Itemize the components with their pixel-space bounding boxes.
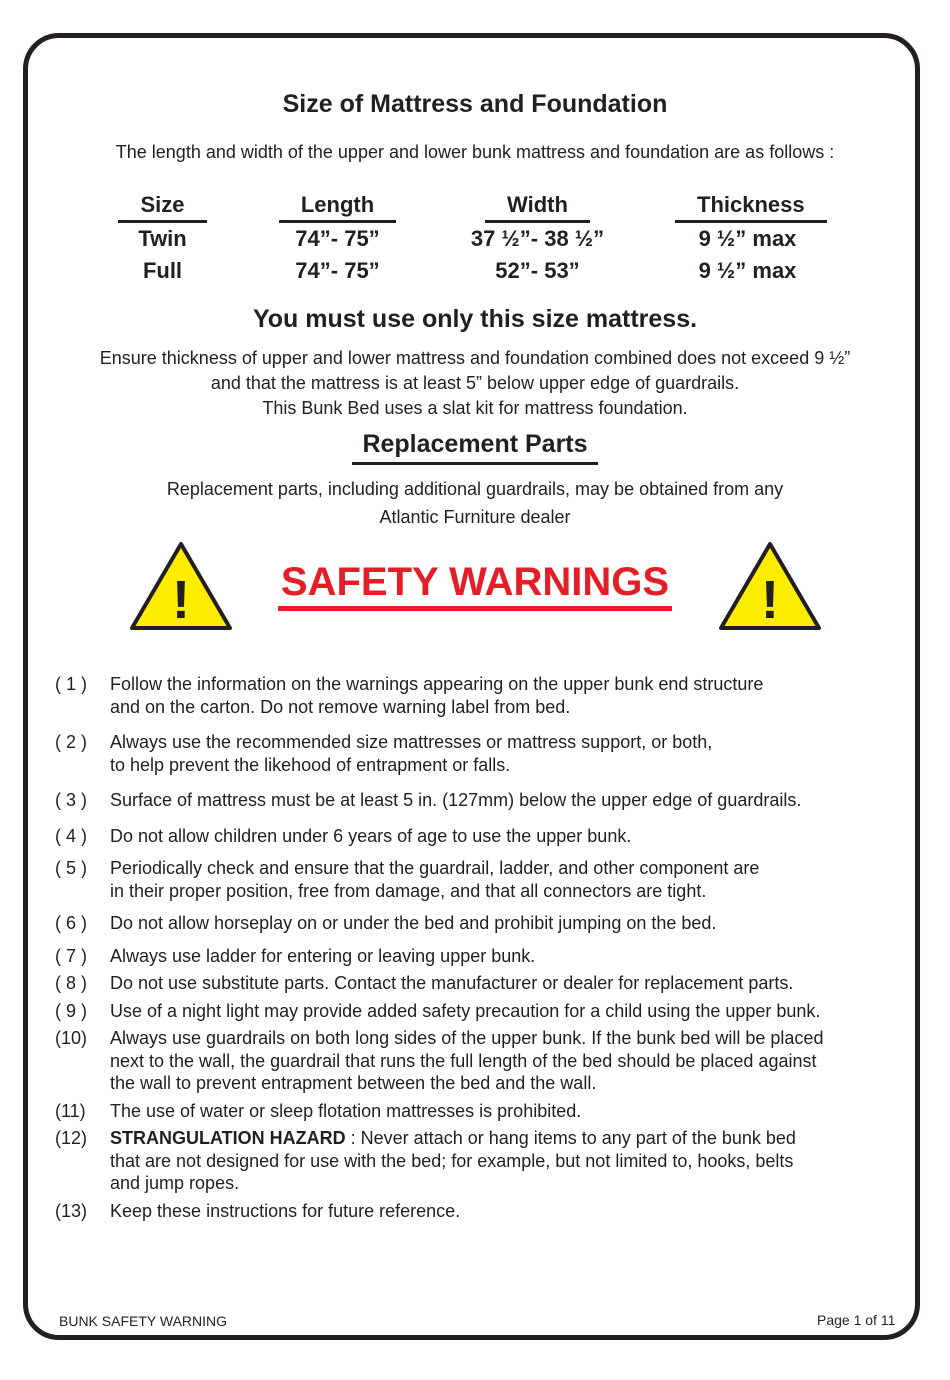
replacement-text xyxy=(0,475,950,531)
warning-text xyxy=(110,789,925,812)
width-column xyxy=(450,192,625,287)
warning-item xyxy=(55,825,925,848)
warning-item xyxy=(55,1000,925,1023)
warning-text xyxy=(110,1200,925,1223)
warning-triangle-icon xyxy=(717,540,823,632)
length-cell: 74”- 75” xyxy=(295,258,380,283)
thickness-cell: 9 ½” max xyxy=(698,258,797,283)
width-cell: 37 ½”- 38 ½” xyxy=(470,226,605,251)
page-title: Size of Mattress and Foundation xyxy=(282,90,668,118)
warning-number: ( 9 ) xyxy=(55,1000,88,1021)
length-column xyxy=(275,192,400,287)
intro-text: The length and width of the upper and lower bunk mattress and foundation are as follows : xyxy=(115,142,835,162)
warning-line: Use of a night light may provide added safety precaution for a child using the upper bunk. xyxy=(110,1000,821,1021)
warning-text xyxy=(110,731,925,776)
replacement-line: Atlantic Furniture dealer xyxy=(379,507,571,527)
warning-line: Do not allow horseplay on or under the bed and prohibit jumping on the bed. xyxy=(110,913,717,933)
warning-line: and on the carton. Do not remove warning label from bed. xyxy=(110,696,571,717)
note-line: This Bunk Bed uses a slat kit for mattress foundation. xyxy=(262,398,688,418)
warning-line: Do not use substitute parts. Contact the manufacturer or dealer for replacement parts. xyxy=(110,973,794,993)
warning-number: ( 6 ) xyxy=(55,913,88,933)
replacement-heading-wrap xyxy=(0,430,950,465)
warning-text xyxy=(110,912,925,935)
warnings-list xyxy=(55,673,925,1222)
warning-item xyxy=(55,673,925,718)
warning-line: The use of water or sleep flotation mattresses is prohibited. xyxy=(110,1100,582,1121)
warning-item xyxy=(55,1100,925,1123)
warning-line: Always use the recommended size mattresses or mattress support, or both, xyxy=(110,732,713,752)
footer-doc-title: BUNK SAFETY WARNING xyxy=(59,1313,228,1329)
warning-item xyxy=(55,1200,925,1223)
size-header: Size xyxy=(118,192,206,223)
warning-line: Periodically check and ensure that the guardrail, ladder, and other component are xyxy=(110,858,760,878)
note-line: Ensure thickness of upper and lower mattress and foundation combined does not exceed 9 ½” xyxy=(99,348,851,368)
warning-number: ( 8 ) xyxy=(55,973,88,993)
warning-number: (10) xyxy=(55,1028,88,1048)
warning-text xyxy=(110,857,925,902)
warning-line xyxy=(110,1127,925,1150)
warning-number: (11) xyxy=(55,1100,86,1121)
thickness-header: Thickness xyxy=(675,192,827,223)
warning-number: ( 7 ) xyxy=(55,945,88,966)
thickness-cell: 9 ½” max xyxy=(698,226,797,251)
warning-line: Do not allow children under 6 years of age to use the upper bunk. xyxy=(110,825,632,846)
warning-line: next to the wall, the guardrail that runs the full length of the bed should be placed against xyxy=(110,1050,817,1071)
warning-number: (13) xyxy=(55,1200,88,1221)
warning-line: Follow the information on the warnings appearing on the upper bunk end structure xyxy=(110,674,764,694)
warning-line: Always use ladder for entering or leaving upper bunk. xyxy=(110,945,536,966)
warning-item xyxy=(55,1127,925,1195)
warning-line: Keep these instructions for future reference. xyxy=(110,1200,461,1221)
note-line: and that the mattress is at least 5” below upper edge of guardrails. xyxy=(210,373,740,393)
warning-item xyxy=(55,857,925,902)
warning-text xyxy=(110,825,925,848)
thickness-column xyxy=(675,192,820,287)
warning-text xyxy=(110,673,925,718)
warning-text xyxy=(110,945,925,968)
warning-line: to help prevent the likehood of entrapment or falls. xyxy=(110,754,511,775)
length-header: Length xyxy=(279,192,396,223)
warning-item xyxy=(55,731,925,776)
replacement-heading: Replacement Parts xyxy=(352,430,597,465)
warning-number: ( 4 ) xyxy=(55,825,88,846)
warning-text xyxy=(110,972,925,995)
warning-number: ( 3 ) xyxy=(55,790,88,810)
warning-hazard-label: STRANGULATION HAZARD xyxy=(110,1128,346,1148)
warning-line-text: : Never attach or hang items to any part of the bunk bed xyxy=(345,1128,796,1148)
warning-line: in their proper position, free from damage, and that all connectors are tight. xyxy=(110,880,707,901)
size-column xyxy=(100,192,225,287)
length-cell: 74”- 75” xyxy=(295,226,380,251)
warning-line: Always use guardrails on both long sides of the upper bunk. If the bunk bed will be placed xyxy=(110,1028,824,1048)
warning-number: ( 1 ) xyxy=(55,674,88,694)
warning-item xyxy=(55,1027,925,1095)
warning-line: Surface of mattress must be at least 5 in. (127mm) below the upper edge of guardrails. xyxy=(110,790,802,810)
warning-line: and jump ropes. xyxy=(110,1173,240,1193)
footer-page-number: Page 1 of 11 xyxy=(817,1312,896,1328)
warning-text xyxy=(110,1027,925,1095)
warning-number: ( 5 ) xyxy=(55,858,88,878)
warning-symbol: ! xyxy=(761,570,779,630)
warning-item xyxy=(55,912,925,935)
mattress-notes xyxy=(0,346,950,421)
size-cell: Twin xyxy=(138,226,187,251)
warning-number: (12) xyxy=(55,1128,88,1148)
must-use-notice: You must use only this size mattress. xyxy=(252,305,698,333)
warning-line: the wall to prevent entrapment between the bed and the wall. xyxy=(110,1073,597,1093)
warning-item xyxy=(55,945,925,968)
warning-symbol: ! xyxy=(172,570,190,630)
width-cell: 52”- 53” xyxy=(495,258,580,283)
warning-text xyxy=(110,1127,925,1195)
size-cell: Full xyxy=(142,258,183,283)
warning-number: ( 2 ) xyxy=(55,732,88,752)
warning-text xyxy=(110,1100,925,1123)
width-header: Width xyxy=(485,192,590,223)
warning-text xyxy=(110,1000,925,1023)
warning-item xyxy=(55,789,925,812)
safety-warnings-heading: SAFETY WARNINGS xyxy=(278,560,672,611)
warning-item xyxy=(55,972,925,995)
replacement-line: Replacement parts, including additional guardrails, may be obtained from any xyxy=(166,479,784,499)
warning-line: that are not designed for use with the bed; for example, but not limited to, hooks, belts xyxy=(110,1150,794,1171)
